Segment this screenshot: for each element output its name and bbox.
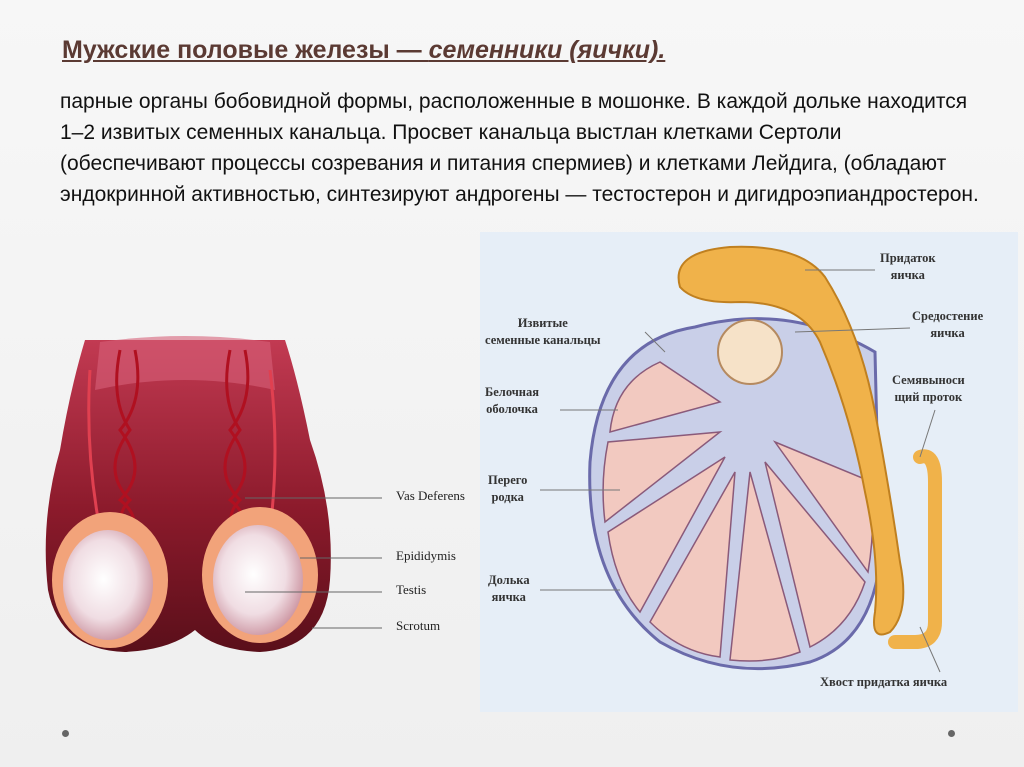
label-epididymis: Epididymis [396,548,456,563]
bullet-dot-left [62,730,69,737]
testis-cross-section [480,232,1018,712]
label-testis: Testis [396,582,427,597]
label-belochnaya: Белочная оболочка [485,385,540,416]
testis-section-drawing [480,232,1018,712]
label-semyavynosyaschiy: Семявыноси щий проток [892,373,965,404]
label-scrotum: Scrotum [396,618,441,633]
right-testis [213,525,303,635]
label-izvitye: Извитые семенные канальцы [485,316,601,347]
label-dolka: Долька яичка [488,573,530,604]
bullet-dot-right [948,730,955,737]
label-vas-deferens: Vas Deferens [396,488,465,503]
title-plain: Мужские половые железы — [62,36,429,64]
description-text: парные органы бобовидной формы, расположенные в мошонке. В каждой дольке находится 1–2 извитых семенных канальца. Просвет канальца выстлан клетками Сертоли (обеспечивают процессы созревания и питания спермиев) и клетками Лейдига, (обладают эндокринной активностью, синтезируют андрогены — тестостерон и дигидроэпиандростерон. [60,90,979,206]
label-peregorodka: Перего родка [488,473,528,504]
mediastinum [718,320,782,384]
label-hvost: Хвост придатка яичка [820,675,948,689]
scrotum-illustration [30,330,482,670]
label-pridatok: Придаток яичка [880,251,936,282]
label-sredostenie: Средостение яичка [912,309,984,340]
left-testis [63,530,153,640]
slide-title [62,36,665,65]
title-italic: семенники (яички). [428,36,666,64]
